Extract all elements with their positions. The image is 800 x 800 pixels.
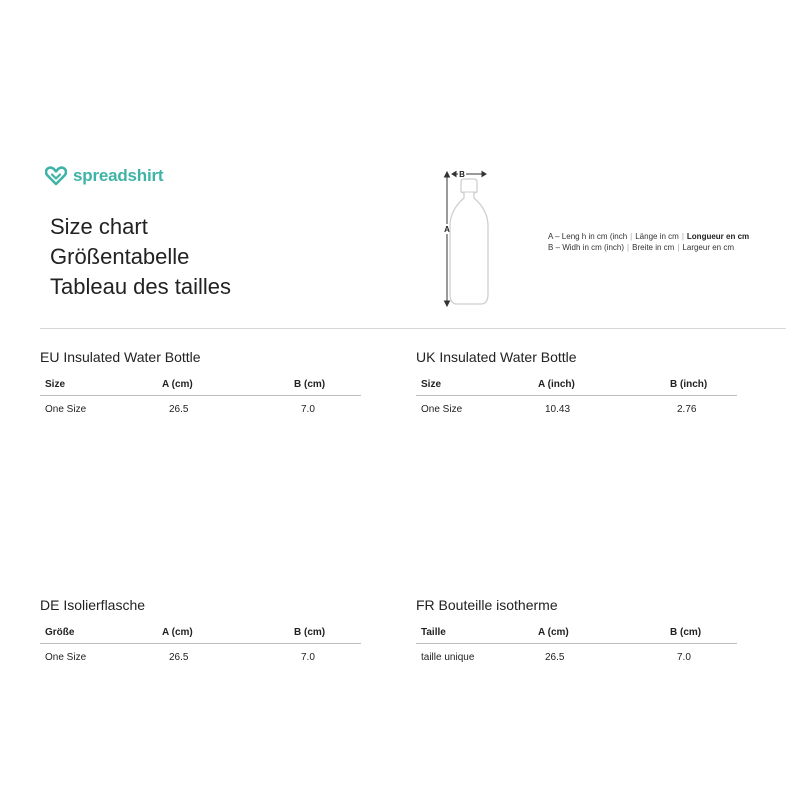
cell-a: 26.5 bbox=[169, 403, 189, 415]
legend-a-de: Länge in cm bbox=[635, 232, 679, 241]
column-header-a: A (cm) bbox=[150, 621, 264, 644]
title-en: Size chart bbox=[50, 214, 148, 239]
table-title: UK Insulated Water Bottle bbox=[416, 349, 577, 365]
table-title: FR Bouteille isotherme bbox=[416, 597, 558, 613]
table-title: EU Insulated Water Bottle bbox=[40, 349, 201, 365]
table-header-row bbox=[416, 373, 737, 396]
cell-a: 26.5 bbox=[169, 651, 189, 663]
dimension-legend bbox=[548, 231, 749, 253]
column-header-b: B (cm) bbox=[640, 621, 737, 644]
size-table-de bbox=[40, 595, 361, 670]
cell-a: 26.5 bbox=[545, 651, 565, 663]
legend-b-de: Breite in cm bbox=[632, 243, 675, 252]
cell-size: One Size bbox=[45, 651, 87, 663]
size-table bbox=[416, 373, 737, 422]
bottle-diagram bbox=[436, 166, 492, 312]
dimension-b-label: B bbox=[459, 170, 465, 179]
legend-b-en: B – Widh in cm (inch) bbox=[548, 243, 625, 252]
legend-b-fr: Largeur en cm bbox=[682, 243, 735, 252]
cell-b: 2.76 bbox=[677, 403, 697, 415]
cell-b: 7.0 bbox=[301, 403, 315, 415]
section-divider bbox=[40, 328, 786, 329]
size-table-uk bbox=[416, 347, 737, 422]
column-header-b: B (cm) bbox=[264, 373, 361, 396]
column-header-size: Size bbox=[40, 373, 150, 396]
legend-row-a: A – Leng h in cm (inch | Länge in cm | Longueur en cm bbox=[548, 232, 750, 241]
heart-logo-icon bbox=[45, 166, 67, 186]
spreadshirt-logo bbox=[45, 166, 163, 186]
legend-a-fr: Longueur en cm bbox=[686, 232, 750, 241]
column-header-a: A (cm) bbox=[526, 621, 640, 644]
size-table-eu bbox=[40, 347, 361, 422]
table-header-row bbox=[40, 621, 361, 644]
column-header-size: Taille bbox=[416, 621, 526, 644]
table-row bbox=[416, 396, 737, 423]
title-fr: Tableau des tailles bbox=[50, 274, 232, 299]
bottle-outline bbox=[450, 179, 488, 304]
cell-size: One Size bbox=[45, 403, 87, 415]
table-row bbox=[40, 396, 361, 423]
table-row bbox=[416, 644, 737, 671]
size-table-fr bbox=[416, 595, 737, 670]
table-row bbox=[40, 644, 361, 671]
cell-b: 7.0 bbox=[677, 651, 691, 663]
table-header-row bbox=[416, 621, 737, 644]
column-header-size: Size bbox=[416, 373, 526, 396]
page-titles bbox=[50, 212, 231, 302]
cell-a: 10.43 bbox=[545, 403, 571, 415]
column-header-b: B (cm) bbox=[264, 621, 361, 644]
dimension-a-arrow bbox=[445, 172, 450, 306]
cell-b: 7.0 bbox=[301, 651, 315, 663]
legend-a-en: A – Leng h in cm (inch bbox=[548, 232, 628, 241]
table-header-row bbox=[40, 373, 361, 396]
size-table bbox=[40, 621, 361, 670]
size-table bbox=[416, 621, 737, 670]
column-header-b: B (inch) bbox=[640, 373, 737, 396]
brand-name: spreadshirt bbox=[73, 166, 164, 185]
cell-size: One Size bbox=[421, 403, 463, 415]
cell-size: taille unique bbox=[421, 651, 475, 663]
title-de: Größentabelle bbox=[50, 244, 190, 269]
table-title: DE Isolierflasche bbox=[40, 597, 146, 613]
column-header-a: A (inch) bbox=[526, 373, 640, 396]
size-table bbox=[40, 373, 361, 422]
dimension-a-label: A bbox=[444, 225, 450, 234]
column-header-a: A (cm) bbox=[150, 373, 264, 396]
legend-row-b: B – Widh in cm (inch) | Breite in cm | Largeur en cm bbox=[548, 243, 735, 252]
column-header-size: Größe bbox=[40, 621, 150, 644]
dimension-b-arrow bbox=[452, 172, 486, 177]
